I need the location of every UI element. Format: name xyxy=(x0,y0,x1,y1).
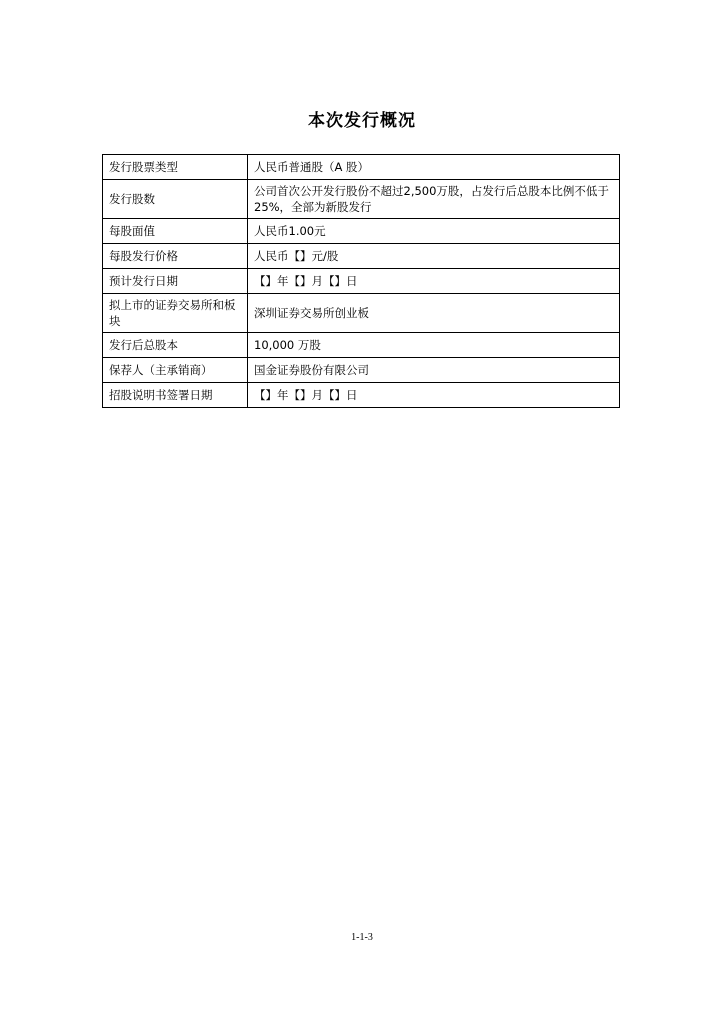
row-value: 公司首次公开发行股份不超过2,500万股，占发行后总股本比例不低于25%，全部为新股发行 xyxy=(248,180,620,219)
row-value: 人民币【】元/股 xyxy=(248,244,620,269)
row-value: 10,000 万股 xyxy=(248,333,620,358)
row-label: 拟上市的证券交易所和板块 xyxy=(103,294,248,333)
table-row xyxy=(103,180,620,219)
row-label: 发行股数 xyxy=(103,180,248,219)
table-row xyxy=(103,294,620,333)
row-value: 人民币1.00元 xyxy=(248,219,620,244)
row-value: 人民币普通股（A 股） xyxy=(248,155,620,180)
row-label: 招股说明书签署日期 xyxy=(103,383,248,408)
row-label: 保荐人（主承销商） xyxy=(103,358,248,383)
table-row xyxy=(103,358,620,383)
offering-summary-table xyxy=(102,154,620,408)
row-value: 【】年【】月【】日 xyxy=(248,383,620,408)
page-title: 本次发行概况 xyxy=(308,111,416,131)
table-row xyxy=(103,333,620,358)
row-label: 预计发行日期 xyxy=(103,269,248,294)
row-label: 每股面值 xyxy=(103,219,248,244)
row-value: 深圳证券交易所创业板 xyxy=(248,294,620,333)
page-number: 1-1-3 xyxy=(351,932,373,943)
table-row xyxy=(103,269,620,294)
row-value: 【】年【】月【】日 xyxy=(248,269,620,294)
table-row xyxy=(103,219,620,244)
row-label: 发行后总股本 xyxy=(103,333,248,358)
table-row xyxy=(103,244,620,269)
table-row xyxy=(103,383,620,408)
row-value: 国金证券股份有限公司 xyxy=(248,358,620,383)
row-label: 发行股票类型 xyxy=(103,155,248,180)
row-label: 每股发行价格 xyxy=(103,244,248,269)
table-row xyxy=(103,155,620,180)
